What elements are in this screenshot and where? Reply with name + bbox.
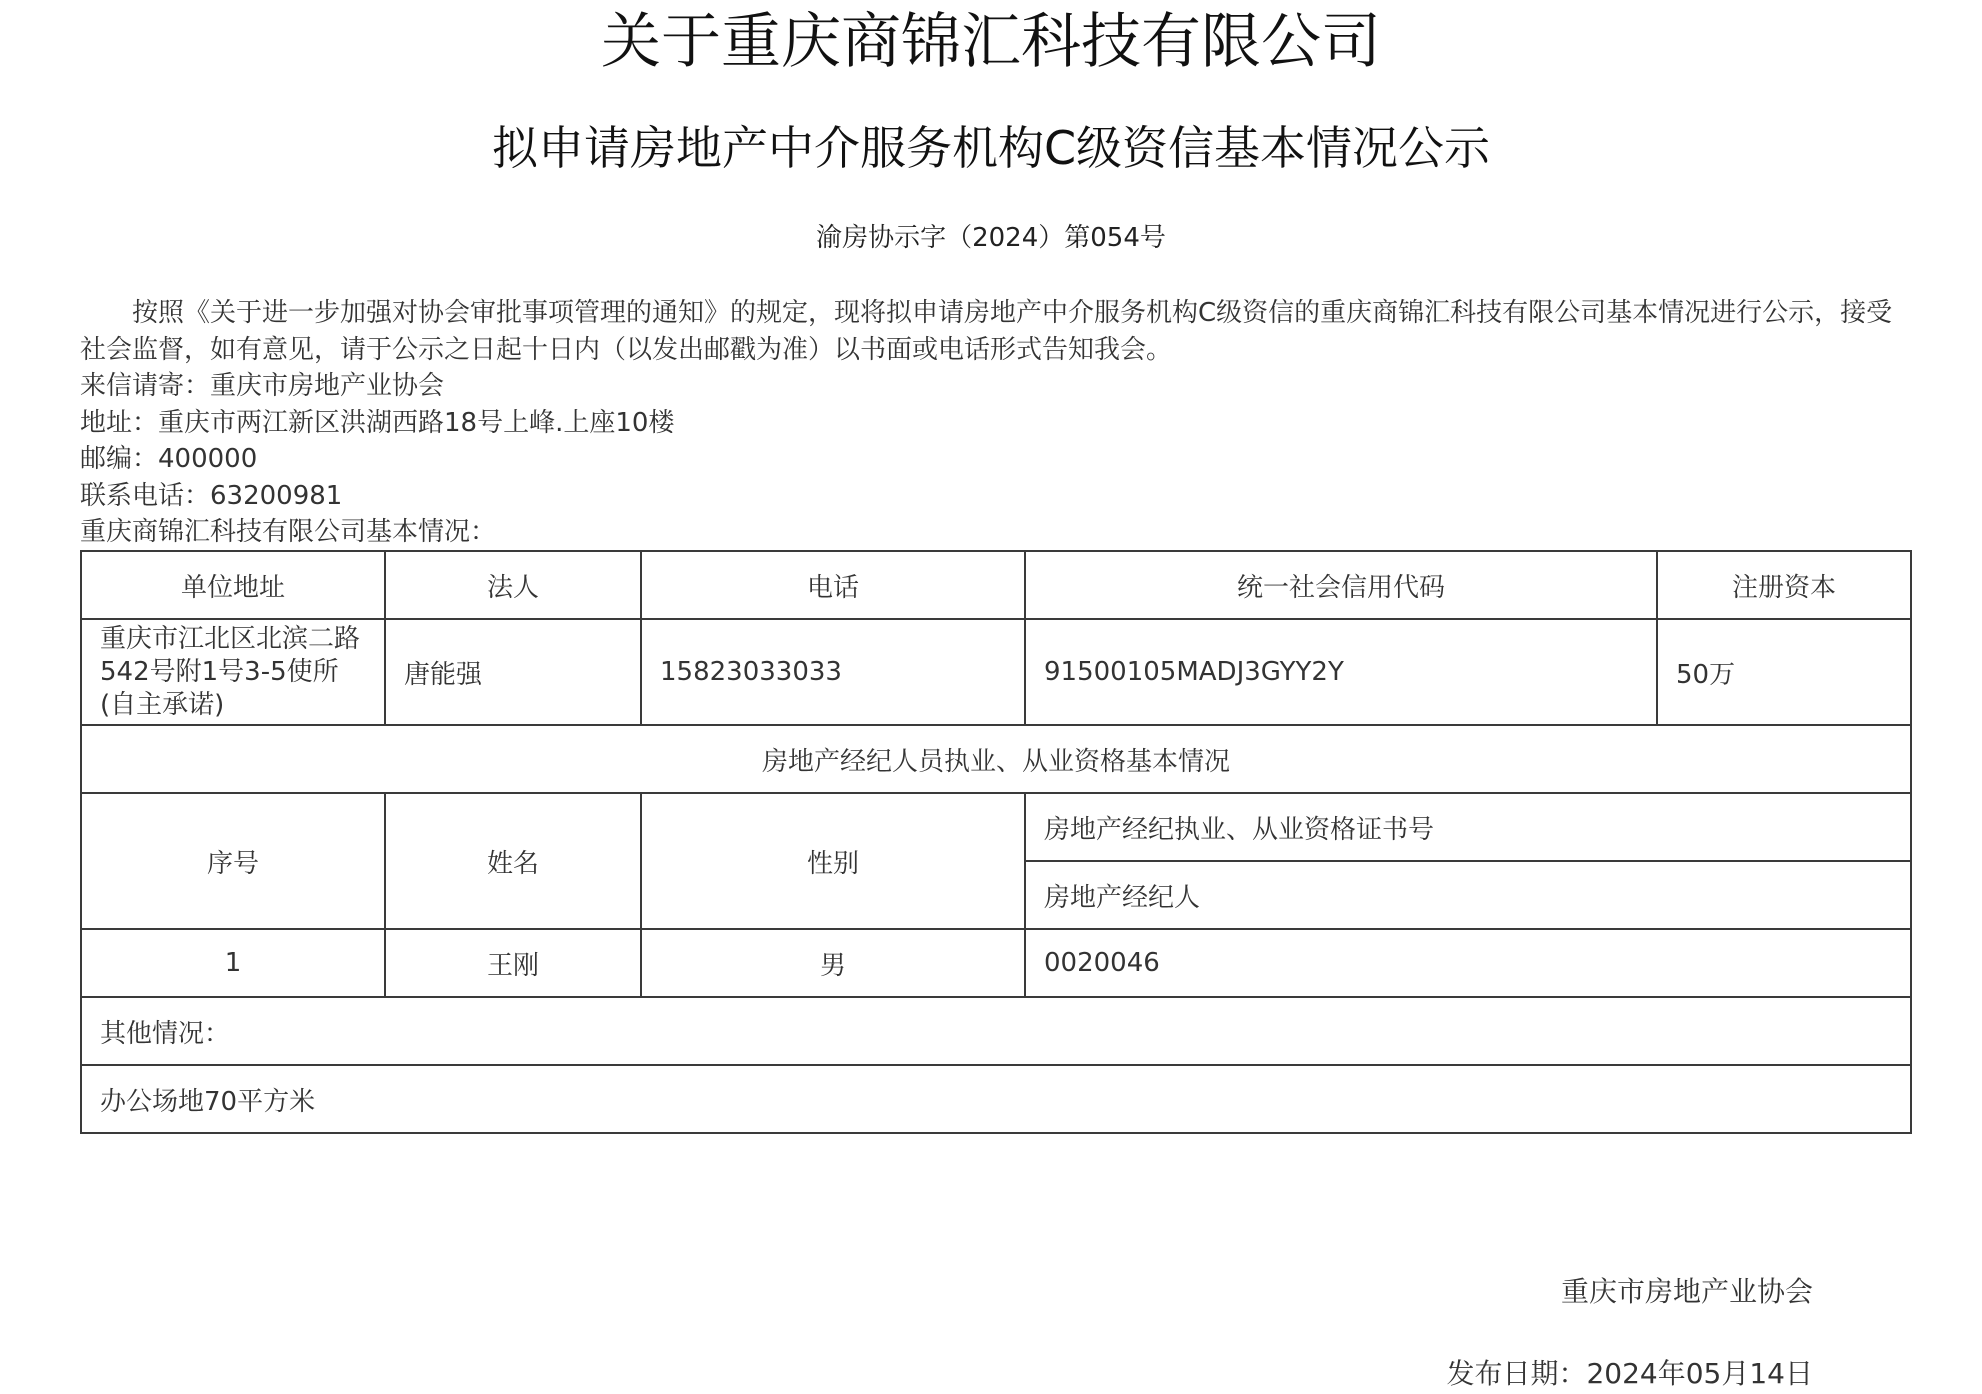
agent-name: 王刚 — [385, 929, 641, 997]
contact-postcode: 邮编：400000 — [80, 444, 258, 474]
publish-date: 发布日期：2024年05月14日 — [1446, 1357, 1813, 1390]
contact-phone: 联系电话：63200981 — [80, 480, 343, 511]
document-title: 关于重庆商锦汇科技有限公司 — [601, 7, 1381, 77]
header-capital: 注册资本 — [1657, 551, 1911, 619]
company-data-row — [81, 619, 1911, 725]
agent-cert-no: 0020046 — [1025, 929, 1911, 997]
cell-legal-person: 唐能强 — [385, 619, 641, 725]
header-legal-person: 法人 — [385, 551, 641, 619]
other-label-row — [81, 997, 1911, 1065]
other-content-row — [81, 1065, 1911, 1133]
agent-row — [81, 929, 1911, 997]
header-cert-no: 房地产经纪执业、从业资格证书号 — [1025, 793, 1911, 861]
header-credit-code: 统一社会信用代码 — [1025, 551, 1657, 619]
company-header-row — [81, 551, 1911, 619]
notice-paragraph: 按照《关于进一步加强对协会审批事项管理的通知》的规定，现将拟申请房地产中介服务机构C级资信的重庆商锦汇科技有限公司基本情况进行公示，接受社会监督，如有意见，请于公示之日起十日内（以发出邮戳为准）以书面或电话形式告知我会。 — [80, 298, 1893, 365]
other-label: 其他情况： — [81, 997, 1911, 1065]
agents-section-title: 房地产经纪人员执业、从业资格基本情况 — [81, 725, 1911, 793]
other-content: 办公场地70平方米 — [81, 1065, 1911, 1133]
cell-capital: 50万 — [1657, 619, 1911, 725]
header-phone: 电话 — [641, 551, 1025, 619]
document-subtitle: 拟申请房地产中介服务机构C级资信基本情况公示 — [491, 121, 1491, 175]
header-seq: 序号 — [81, 793, 385, 929]
header-name: 姓名 — [385, 793, 641, 929]
agents-section-title-row — [81, 725, 1911, 793]
header-gender: 性别 — [641, 793, 1025, 929]
company-info-table — [80, 550, 1912, 1134]
agent-gender: 男 — [641, 929, 1025, 997]
header-cert-type: 房地产经纪人 — [1025, 861, 1911, 929]
cell-phone: 15823033033 — [641, 619, 1025, 725]
issuing-organization: 重庆市房地产业协会 — [1560, 1275, 1813, 1308]
contact-address: 地址：重庆市两江新区洪湖西路18号上峰.上座10楼 — [80, 407, 675, 438]
document-number: 渝房协示字（2024）第054号 — [816, 223, 1166, 253]
agents-header-row-1 — [81, 793, 1911, 861]
cell-address: 重庆市江北区北滨二路542号附1号3-5使所(自主承诺) — [81, 619, 385, 725]
table-intro: 重庆商锦汇科技有限公司基本情况： — [80, 517, 497, 547]
cell-credit-code: 91500105MADJ3GYY2Y — [1025, 619, 1657, 725]
header-address: 单位地址 — [81, 551, 385, 619]
agent-seq: 1 — [81, 929, 385, 997]
notice-body — [80, 295, 1910, 551]
contact-recipient: 来信请寄：重庆市房地产业协会 — [80, 371, 445, 401]
